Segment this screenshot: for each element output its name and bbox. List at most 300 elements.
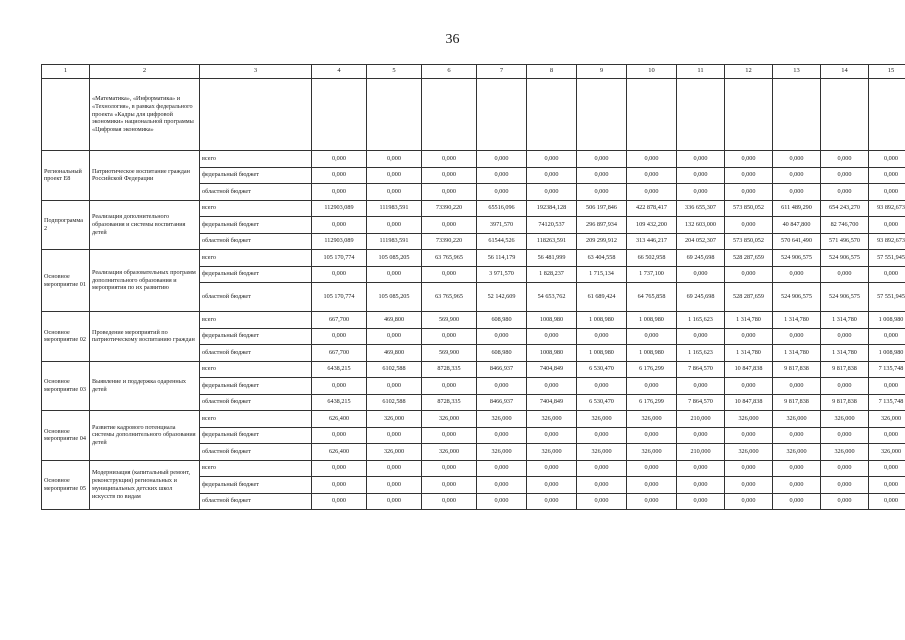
amount-cell: 1 737,100 [627,266,677,283]
amount-cell: 6438,215 [312,361,367,378]
amount-cell: 0,000 [821,167,869,184]
amount-cell: 9 817,838 [773,361,821,378]
amount-cell: 0,000 [627,378,677,395]
amount-cell: 326,000 [627,411,677,428]
amount-cell: 326,000 [821,411,869,428]
program-code: Основное мероприятие 01 [42,250,90,312]
amount-cell: 326,000 [821,444,869,461]
amount-cell: 569,900 [422,312,477,329]
amount-cell: 0,000 [773,167,821,184]
amount-cell: 0,000 [869,266,905,283]
amount-cell: 326,000 [527,444,577,461]
amount-cell: 0,000 [725,460,773,477]
amount-cell: 326,000 [577,444,627,461]
amount-cell: 0,000 [477,460,527,477]
column-header: 10 [627,65,677,79]
amount-cell: 0,000 [677,266,725,283]
amount-cell: 209 299,912 [577,233,627,250]
funding-source: федеральный бюджет [200,477,312,494]
empty-cell [42,79,90,151]
amount-cell: 0,000 [869,151,905,168]
funding-source: областной бюджет [200,184,312,201]
table-row [42,411,905,428]
amount-cell: 105 170,774 [312,283,367,312]
funding-source: всего [200,151,312,168]
program-code: Региональный проект Е8 [42,151,90,201]
amount-cell: 1 165,623 [677,345,725,362]
funding-source: областной бюджет [200,444,312,461]
amount-cell: 0,000 [725,493,773,510]
amount-cell: 0,000 [627,167,677,184]
amount-cell: 69 245,698 [677,283,725,312]
amount-cell: 63 765,965 [422,250,477,267]
amount-cell: 296 897,934 [577,217,627,234]
program-name: Развитие кадрового потенциала системы дополнительного образования детей [90,411,200,461]
amount-cell: 0,000 [869,493,905,510]
column-header: 8 [527,65,577,79]
amount-cell: 1 165,623 [677,312,725,329]
amount-cell: 326,000 [367,444,422,461]
amount-cell: 0,000 [821,427,869,444]
amount-cell: 569,900 [422,345,477,362]
amount-cell: 313 446,217 [627,233,677,250]
amount-cell: 0,000 [577,167,627,184]
budget-table [41,64,905,510]
amount-cell: 0,000 [773,460,821,477]
amount-cell: 40 847,800 [773,217,821,234]
program-code: Подпрограмма 2 [42,200,90,250]
amount-cell: 0,000 [367,460,422,477]
amount-cell: 64 765,858 [627,283,677,312]
amount-cell: 608,980 [477,312,527,329]
amount-cell: 0,000 [869,427,905,444]
amount-cell: 1 314,780 [725,345,773,362]
amount-cell: 52 142,609 [477,283,527,312]
amount-cell: 0,000 [627,477,677,494]
table-row [42,312,905,329]
amount-cell: 528 287,659 [725,250,773,267]
amount-cell: 326,000 [477,444,527,461]
program-name: Реализация дополнительного образования и системы воспитания детей [90,200,200,250]
amount-cell: 8466,937 [477,394,527,411]
amount-cell: 326,000 [773,444,821,461]
amount-cell: 1 008,980 [577,345,627,362]
amount-cell: 0,000 [312,427,367,444]
amount-cell: 132 603,000 [677,217,725,234]
amount-cell: 0,000 [627,328,677,345]
amount-cell: 570 641,490 [773,233,821,250]
empty-cell [627,79,677,151]
amount-cell: 0,000 [527,427,577,444]
program-name: Реализация образовательных программ дополнительного образования и мероприятия по их развитию [90,250,200,312]
amount-cell: 0,000 [821,477,869,494]
amount-cell: 0,000 [627,151,677,168]
funding-source: всего [200,200,312,217]
empty-cell [577,79,627,151]
empty-cell [312,79,367,151]
amount-cell: 326,000 [367,411,422,428]
amount-cell: 0,000 [773,328,821,345]
funding-source: федеральный бюджет [200,427,312,444]
amount-cell: 6102,588 [367,394,422,411]
amount-cell: 8728,335 [422,394,477,411]
amount-cell: 73390,220 [422,233,477,250]
amount-cell: 6 530,470 [577,394,627,411]
amount-cell: 6 176,299 [627,394,677,411]
amount-cell: 61 689,424 [577,283,627,312]
amount-cell: 111983,591 [367,200,422,217]
amount-cell: 1 314,780 [773,345,821,362]
amount-cell: 6 176,299 [627,361,677,378]
amount-cell: 7 864,570 [677,394,725,411]
amount-cell: 0,000 [821,184,869,201]
amount-cell: 0,000 [821,151,869,168]
column-header: 2 [90,65,200,79]
amount-cell: 0,000 [677,477,725,494]
amount-cell: 0,000 [773,266,821,283]
table-row [42,250,905,267]
funding-source: федеральный бюджет [200,217,312,234]
page-number: 36 [445,32,460,47]
amount-cell: 0,000 [677,378,725,395]
column-header: 5 [367,65,422,79]
amount-cell: 93 892,673 [869,200,905,217]
amount-cell: 0,000 [527,184,577,201]
amount-cell: 0,000 [527,378,577,395]
amount-cell: 61544,526 [477,233,527,250]
amount-cell: 0,000 [312,328,367,345]
amount-cell: 326,000 [725,411,773,428]
amount-cell: 0,000 [527,328,577,345]
amount-cell: 0,000 [821,266,869,283]
amount-cell: 0,000 [773,378,821,395]
amount-cell: 0,000 [422,427,477,444]
amount-cell: 3971,570 [477,217,527,234]
amount-cell: 0,000 [577,493,627,510]
amount-cell: 105 085,205 [367,250,422,267]
amount-cell: 0,000 [422,328,477,345]
amount-cell: 93 892,673 [869,233,905,250]
amount-cell: 626,400 [312,444,367,461]
amount-cell: 1 314,780 [821,312,869,329]
amount-cell: 57 551,945 [869,283,905,312]
amount-cell: 1008,980 [527,312,577,329]
amount-cell: 0,000 [627,427,677,444]
amount-cell: 326,000 [627,444,677,461]
amount-cell: 0,000 [312,493,367,510]
amount-cell: 0,000 [477,378,527,395]
amount-cell: 192384,128 [527,200,577,217]
amount-cell: 0,000 [773,477,821,494]
amount-cell: 0,000 [422,266,477,283]
amount-cell: 326,000 [422,444,477,461]
amount-cell: 1 314,780 [773,312,821,329]
amount-cell: 336 655,307 [677,200,725,217]
funding-source: областной бюджет [200,345,312,362]
amount-cell: 0,000 [367,217,422,234]
amount-cell: 0,000 [367,266,422,283]
empty-cell [821,79,869,151]
amount-cell: 7 135,748 [869,361,905,378]
amount-cell: 1 008,980 [627,345,677,362]
amount-cell: 0,000 [577,460,627,477]
amount-cell: 0,000 [577,328,627,345]
funding-source: всего [200,411,312,428]
column-header: 3 [200,65,312,79]
amount-cell: 326,000 [422,411,477,428]
amount-cell: 0,000 [527,167,577,184]
amount-cell: 0,000 [527,151,577,168]
amount-cell: 0,000 [312,477,367,494]
amount-cell: 63 404,558 [577,250,627,267]
amount-cell: 112903,089 [312,233,367,250]
program-code: Основное мероприятие 05 [42,460,90,510]
amount-cell: 57 551,945 [869,250,905,267]
amount-cell: 0,000 [627,493,677,510]
amount-cell: 0,000 [677,167,725,184]
amount-cell: 10 847,838 [725,361,773,378]
funding-source: всего [200,250,312,267]
amount-cell: 0,000 [422,167,477,184]
amount-cell: 0,000 [677,328,725,345]
funding-source: федеральный бюджет [200,266,312,283]
amount-cell: 1 008,980 [869,312,905,329]
amount-cell: 0,000 [773,493,821,510]
amount-cell: 3 971,570 [477,266,527,283]
table-row [42,460,905,477]
amount-cell: 469,800 [367,312,422,329]
amount-cell: 0,000 [821,378,869,395]
amount-cell: 0,000 [577,184,627,201]
amount-cell: 667,700 [312,345,367,362]
amount-cell: 0,000 [821,493,869,510]
amount-cell: 1 715,134 [577,266,627,283]
empty-cell [200,79,312,151]
amount-cell: 0,000 [821,460,869,477]
amount-cell: 0,000 [367,427,422,444]
funding-source: всего [200,361,312,378]
amount-cell: 0,000 [367,477,422,494]
amount-cell: 0,000 [677,184,725,201]
amount-cell: 0,000 [477,493,527,510]
amount-cell: 0,000 [869,328,905,345]
amount-cell: 56 481,999 [527,250,577,267]
empty-cell [773,79,821,151]
amount-cell: 210,000 [677,444,725,461]
amount-cell: 524 906,575 [821,250,869,267]
amount-cell: 0,000 [869,460,905,477]
amount-cell: 1 008,980 [869,345,905,362]
amount-cell: 6102,588 [367,361,422,378]
amount-cell: 0,000 [725,217,773,234]
amount-cell: 6438,215 [312,394,367,411]
amount-cell: 0,000 [422,184,477,201]
amount-cell: 573 850,052 [725,233,773,250]
amount-cell: 0,000 [477,477,527,494]
amount-cell: 0,000 [367,167,422,184]
amount-cell: 326,000 [577,411,627,428]
amount-cell: 0,000 [725,184,773,201]
amount-cell: 0,000 [477,167,527,184]
amount-cell: 66 502,958 [627,250,677,267]
amount-cell: 1 314,780 [821,345,869,362]
amount-cell: 0,000 [869,378,905,395]
amount-cell: 0,000 [725,328,773,345]
amount-cell: 118263,591 [527,233,577,250]
amount-cell: 654 243,270 [821,200,869,217]
funding-source: областной бюджет [200,283,312,312]
amount-cell: 506 197,846 [577,200,627,217]
amount-cell: 608,980 [477,345,527,362]
amount-cell: 0,000 [821,328,869,345]
amount-cell: 326,000 [869,411,905,428]
column-header: 13 [773,65,821,79]
column-header: 14 [821,65,869,79]
amount-cell: 0,000 [367,328,422,345]
amount-cell: 0,000 [677,427,725,444]
funding-source: федеральный бюджет [200,378,312,395]
column-header: 9 [577,65,627,79]
amount-cell: 0,000 [312,184,367,201]
empty-cell [527,79,577,151]
amount-cell: 0,000 [677,151,725,168]
amount-cell: 0,000 [773,184,821,201]
amount-cell: 69 245,698 [677,250,725,267]
column-header: 12 [725,65,773,79]
amount-cell: 204 052,307 [677,233,725,250]
amount-cell: 7404,849 [527,361,577,378]
amount-cell: 0,000 [773,427,821,444]
amount-cell: 0,000 [367,184,422,201]
amount-cell: 1008,980 [527,345,577,362]
amount-cell: 0,000 [312,378,367,395]
column-header: 15 [869,65,905,79]
column-header: 1 [42,65,90,79]
amount-cell: 0,000 [627,184,677,201]
empty-cell [367,79,422,151]
amount-cell: 326,000 [773,411,821,428]
amount-cell: 626,400 [312,411,367,428]
empty-cell [477,79,527,151]
amount-cell: 0,000 [527,460,577,477]
amount-cell: 0,000 [725,266,773,283]
funding-source: областной бюджет [200,233,312,250]
empty-cell [869,79,905,151]
amount-cell: 0,000 [725,378,773,395]
program-code: Основное мероприятие 03 [42,361,90,411]
amount-cell: 326,000 [869,444,905,461]
amount-cell: 0,000 [677,493,725,510]
amount-cell: 571 496,570 [821,233,869,250]
amount-cell: 63 765,965 [422,283,477,312]
amount-cell: 469,800 [367,345,422,362]
amount-cell: 667,700 [312,312,367,329]
amount-cell: 0,000 [422,493,477,510]
amount-cell: 611 489,290 [773,200,821,217]
amount-cell: 82 746,700 [821,217,869,234]
amount-cell: 0,000 [725,477,773,494]
amount-cell: 54 653,762 [527,283,577,312]
amount-cell: 0,000 [367,151,422,168]
program-name: Выявление и поддержка одаренных детей [90,361,200,411]
amount-cell: 65516,096 [477,200,527,217]
funding-source: федеральный бюджет [200,328,312,345]
amount-cell: 0,000 [477,328,527,345]
amount-cell: 524 906,575 [821,283,869,312]
amount-cell: 0,000 [312,217,367,234]
amount-cell: 109 432,200 [627,217,677,234]
program-name: Патриотическое воспитание граждан Российской Федерации [90,151,200,201]
amount-cell: 0,000 [527,477,577,494]
amount-cell: 573 850,052 [725,200,773,217]
amount-cell: 326,000 [527,411,577,428]
amount-cell: 0,000 [477,151,527,168]
amount-cell: 326,000 [725,444,773,461]
amount-cell: 0,000 [312,266,367,283]
funding-source: федеральный бюджет [200,167,312,184]
amount-cell: 0,000 [367,493,422,510]
amount-cell: 7 864,570 [677,361,725,378]
amount-cell: 9 817,838 [773,394,821,411]
amount-cell: 74120,537 [527,217,577,234]
empty-cell [422,79,477,151]
amount-cell: 0,000 [422,151,477,168]
funding-source: областной бюджет [200,394,312,411]
program-name: Проведение мероприятий по патриотическому воспитанию граждан [90,312,200,362]
amount-cell: 6 530,470 [577,361,627,378]
amount-cell: 0,000 [527,493,577,510]
amount-cell: 0,000 [422,217,477,234]
amount-cell: 326,000 [477,411,527,428]
amount-cell: 524 906,575 [773,250,821,267]
amount-cell: 0,000 [367,378,422,395]
header-row [42,65,905,79]
amount-cell: 0,000 [312,151,367,168]
amount-cell: 56 114,179 [477,250,527,267]
empty-cell [677,79,725,151]
amount-cell: 111983,591 [367,233,422,250]
funding-source: всего [200,312,312,329]
funding-source: областной бюджет [200,493,312,510]
table-row [42,361,905,378]
column-header: 6 [422,65,477,79]
amount-cell: 0,000 [577,151,627,168]
amount-cell: 0,000 [773,151,821,168]
amount-cell: 73390,220 [422,200,477,217]
table-row [42,200,905,217]
amount-cell: 210,000 [677,411,725,428]
amount-cell: 112903,089 [312,200,367,217]
amount-cell: 0,000 [725,151,773,168]
amount-cell: 0,000 [477,184,527,201]
amount-cell: 7404,849 [527,394,577,411]
amount-cell: 0,000 [422,460,477,477]
amount-cell: 524 906,575 [773,283,821,312]
amount-cell: 0,000 [577,378,627,395]
amount-cell: 1 314,780 [725,312,773,329]
program-code: Основное мероприятие 02 [42,312,90,362]
amount-cell: 422 878,417 [627,200,677,217]
amount-cell: 0,000 [312,167,367,184]
amount-cell: 0,000 [577,427,627,444]
amount-cell: 0,000 [477,427,527,444]
amount-cell: 0,000 [869,217,905,234]
program-code: Основное мероприятие 04 [42,411,90,461]
amount-cell: 0,000 [869,184,905,201]
amount-cell: 1 008,980 [627,312,677,329]
amount-cell: 8466,937 [477,361,527,378]
funding-source: всего [200,460,312,477]
